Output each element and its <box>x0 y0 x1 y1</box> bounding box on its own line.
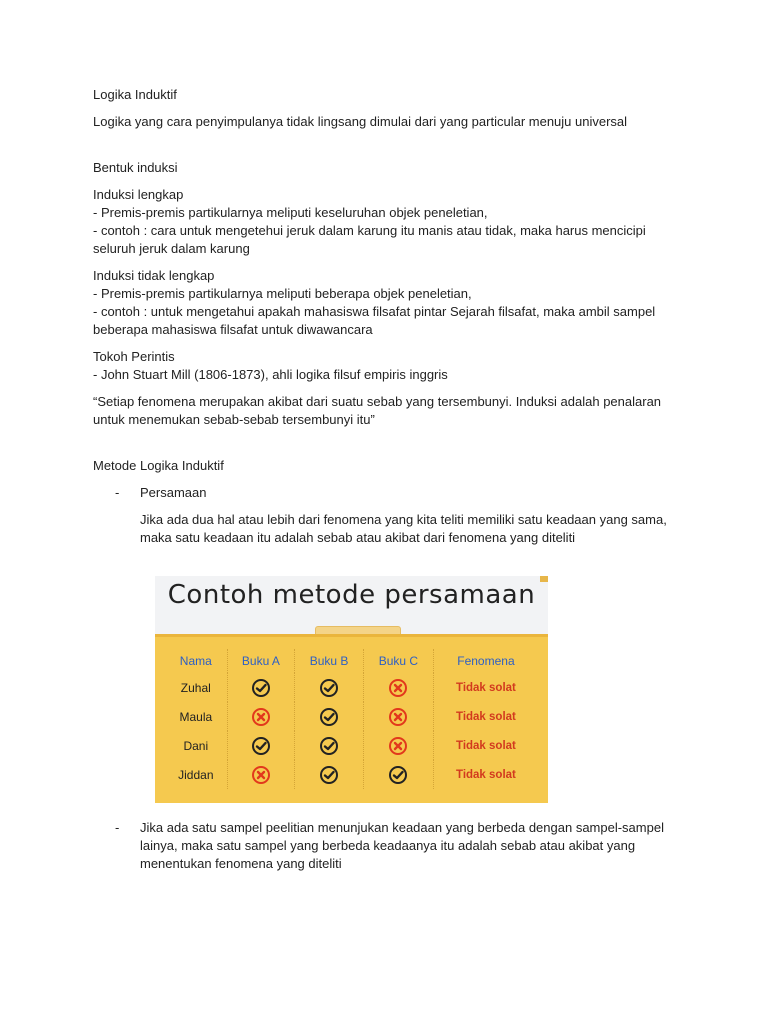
check-circle-icon <box>319 736 339 756</box>
check-circle-icon <box>251 678 271 698</box>
buku-a-cell <box>227 731 295 760</box>
check-circle-icon <box>319 707 339 727</box>
buku-a-cell <box>227 673 295 702</box>
tokoh-line: - John Stuart Mill (1806-1873), ahli logika filsuf empiris inggris <box>93 367 448 382</box>
fenomena-cell: Tidak solat <box>456 768 516 781</box>
table-header-buku-a: Buku A <box>227 649 295 673</box>
document-body <box>93 86 693 547</box>
induksi-tidak-lengkap-title: Induksi tidak lengkap <box>93 268 215 283</box>
persamaan-table <box>165 649 538 789</box>
table-header-fenomena: Fenomena <box>457 654 515 668</box>
induksi-lengkap-line: seluruh jeruk dalam karung <box>93 241 250 256</box>
row-name: Dani <box>165 731 227 760</box>
perbedaan-line: lainya, maka satu sampel yang berbeda keadaanya itu adalah sebab atau akibat yang <box>140 838 636 853</box>
buku-b-cell <box>295 731 364 760</box>
cross-circle-icon <box>388 678 408 698</box>
check-circle-icon <box>319 765 339 785</box>
metode-heading: Metode Logika Induktif <box>93 458 224 473</box>
cross-circle-icon <box>388 736 408 756</box>
induksi-lengkap-block <box>93 186 693 258</box>
list-item-persamaan <box>93 484 693 547</box>
induksi-lengkap-line: - Premis-premis partikularnya meliputi keseluruhan objek peneletian, <box>93 205 488 220</box>
folder-panel <box>155 634 548 803</box>
induksi-lengkap-line: - contoh : cara untuk mengetehui jeruk dalam karung itu manis atau tidak, maka harus mencicipi <box>93 223 646 238</box>
row-name: Zuhal <box>165 673 227 702</box>
table-header-buku-c: Buku C <box>363 649 433 673</box>
table-header-nama: Nama <box>165 649 227 673</box>
buku-a-cell <box>227 702 295 731</box>
buku-b-cell <box>295 673 364 702</box>
check-circle-icon <box>251 736 271 756</box>
check-circle-icon <box>388 765 408 785</box>
perbedaan-line: Jika ada satu sampel peelitian menunjukan keadaan yang berbeda dengan sampel-sampel <box>140 820 664 835</box>
row-name: Maula <box>165 702 227 731</box>
fenomena-cell: Tidak solat <box>456 739 516 752</box>
tokoh-block <box>93 348 693 384</box>
table-row <box>165 702 538 731</box>
buku-b-cell <box>295 702 364 731</box>
induksi-tidak-lengkap-line: beberapa mahasiswa filsafat untuk diwawancara <box>93 322 373 337</box>
quote-block <box>93 393 693 429</box>
cross-circle-icon <box>251 707 271 727</box>
figure-title: Contoh metode persamaan <box>167 580 536 610</box>
bentuk-heading: Bentuk induksi <box>93 160 178 175</box>
buku-a-cell <box>227 760 295 789</box>
persamaan-line: Jika ada dua hal atau lebih dari fenomena yang kita teliti memiliki satu keadaan yang sama, <box>140 512 667 527</box>
persamaan-title: Persamaan <box>140 485 207 500</box>
table-row <box>165 760 538 789</box>
cross-circle-icon <box>251 765 271 785</box>
fenomena-cell: Tidak solat <box>456 681 516 694</box>
buku-c-cell <box>363 760 433 789</box>
cross-circle-icon <box>388 707 408 727</box>
table-header-buku-b: Buku B <box>295 649 364 673</box>
definition-text: Logika yang cara penyimpulanya tidak lingsang dimulai dari yang particular menuju universal <box>93 114 628 129</box>
page-title: Logika Induktif <box>93 87 177 102</box>
row-name: Jiddan <box>165 760 227 789</box>
check-circle-icon <box>319 678 339 698</box>
perbedaan-line: menentukan fenomena yang diteliti <box>140 856 342 871</box>
persamaan-line: maka satu keadaan itu adalah sebab atau akibat dari fenomena yang diteliti <box>140 530 576 545</box>
buku-c-cell <box>363 731 433 760</box>
quote-line: “Setiap fenomena merupakan akibat dari suatu sebab yang tersembunyi. Induksi adalah penalaran <box>93 394 662 409</box>
buku-c-cell <box>363 702 433 731</box>
tokoh-title: Tokoh Perintis <box>93 349 175 364</box>
buku-c-cell <box>363 673 433 702</box>
fenomena-cell: Tidak solat <box>456 710 516 723</box>
induksi-tidak-lengkap-line: - contoh : untuk mengetahui apakah mahasiswa filsafat pintar Sejarah filsafat, maka ambil sampel <box>93 304 656 319</box>
perbedaan-section <box>93 819 693 873</box>
induksi-tidak-lengkap-line: - Premis-premis partikularnya meliputi beberapa objek peneletian, <box>93 286 472 301</box>
quote-line: untuk menemukan sebab-sebab tersembunyi itu” <box>93 412 375 427</box>
buku-b-cell <box>295 760 364 789</box>
table-row <box>165 731 538 760</box>
induksi-lengkap-title: Induksi lengkap <box>93 187 184 202</box>
induksi-tidak-lengkap-block <box>93 267 693 339</box>
list-dash: - <box>115 485 120 500</box>
table-row <box>165 673 538 702</box>
contoh-metode-persamaan-image <box>155 576 548 803</box>
list-dash: - <box>115 820 120 835</box>
list-item-perbedaan <box>93 819 693 873</box>
